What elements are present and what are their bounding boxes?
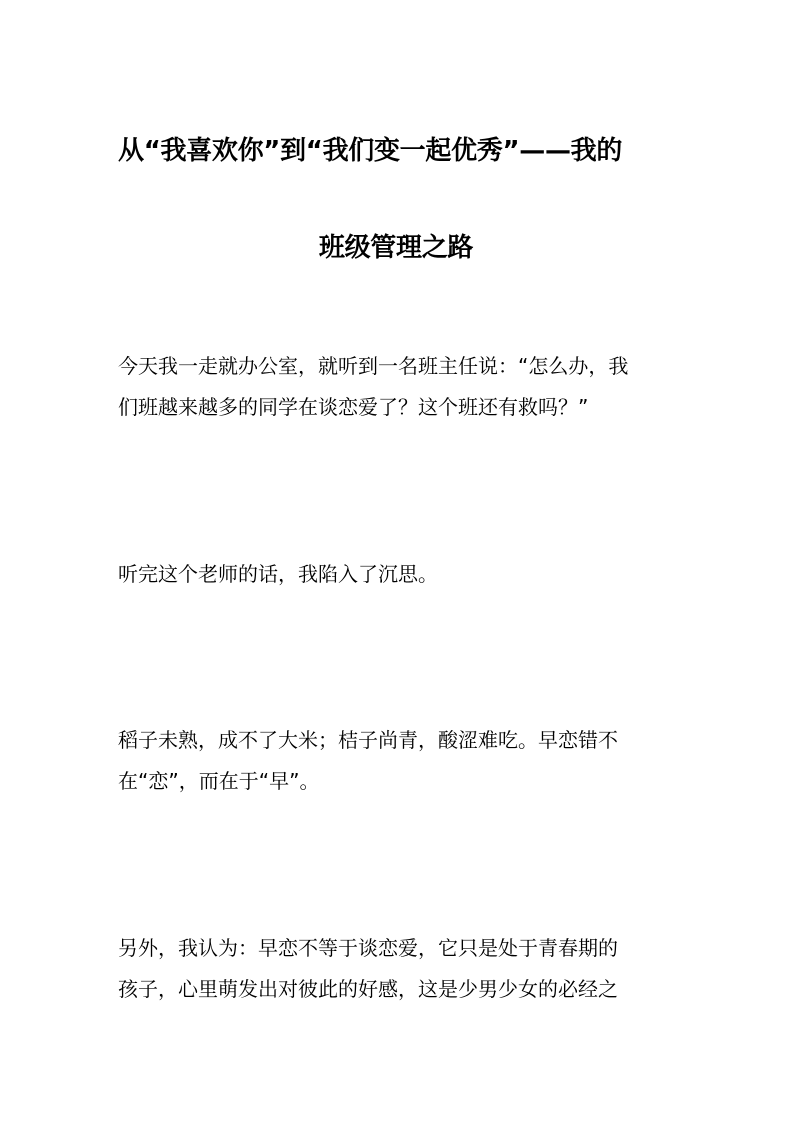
paragraph-4 [118,928,678,1010]
paragraph-3-line-1: 稻子未熟，成不了大米；桔子尚青，酸涩难吃。早恋错不 [118,728,618,752]
paragraph-3-line-2: 在“恋”，而在于“早”。 [118,769,320,793]
paragraph-4-line-2: 孩子，心里萌发出对彼此的好感，这是少男少女的必经之 [118,977,618,1001]
paragraph-3 [118,720,678,802]
document-title-line-1: 从“我喜欢你”到“我们变一起优秀”——我的 [118,136,623,166]
paragraph-2-line-1: 听完这个老师的话，我陷入了沉思。 [118,562,438,586]
paragraph-1 [118,346,678,428]
paragraph-1-line-2: 们班越来越多的同学在谈恋爱了？这个班还有救吗？” [118,395,589,419]
paragraph-4-line-1: 另外，我认为：早恋不等于谈恋爱，它只是处于青春期的 [118,936,618,960]
document-title-line-2: 班级管理之路 [318,233,474,263]
paragraph-2 [118,554,678,595]
paragraph-1-line-1: 今天我一走就办公室，就听到一名班主任说：“怎么办，我 [118,354,629,378]
